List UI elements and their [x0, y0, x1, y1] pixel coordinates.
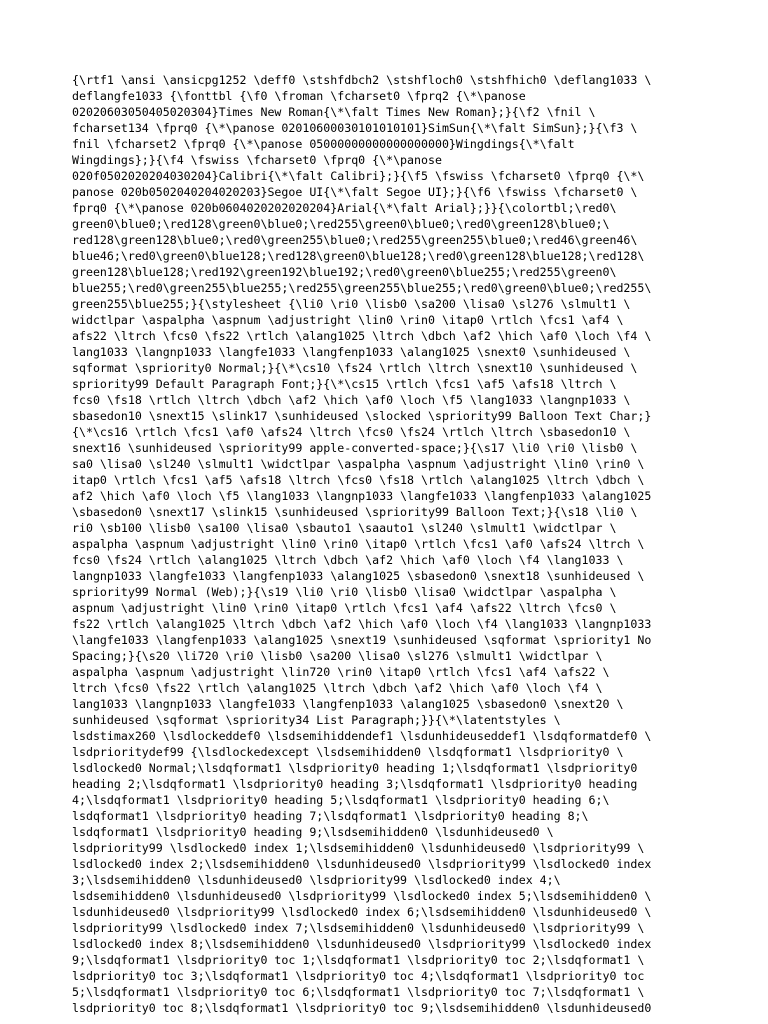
text-line: {\rtf1 \ansi \ansicpg1252 \deff0 \stshfdbch2 \stshfloch0 \stshfhich0 \deflang1033 \: [72, 73, 652, 87]
text-line: lsdlocked0 index 2;\lsdsemihidden0 \lsdunhideused0 \lsdpriority99 \lsdlocked0 index: [72, 857, 652, 871]
text-line: Spacing;}{\s20 \li720 \ri0 \lisb0 \sa200 \lisa0 \sl276 \slmult1 \widctlpar \: [72, 649, 603, 663]
text-line: sqformat \spriority0 Normal;}{\*\cs10 \fs24 \rtlch \ltrch \snext10 \sunhideused \: [72, 361, 638, 375]
text-line: panose 020b0502040204020203}Segoe UI{\*\falt Segoe UI};}{\f6 \fswiss \fcharset0 \: [72, 185, 638, 199]
text-line: langnp1033 \langfe1033 \langfenp1033 \alang1025 \sbasedon0 \snext18 \sunhideused \: [72, 569, 645, 583]
text-line: lsdpriority0 toc 8;\lsdqformat1 \lsdpriority0 toc 9;\lsdsemihidden0 \lsdunhideused0: [72, 1001, 652, 1015]
text-line: lsdsemihidden0 \lsdunhideused0 \lsdpriority99 \lsdlocked0 index 5;\lsdsemihidden0 \: [72, 889, 652, 903]
text-line: lsdpriority99 \lsdlocked0 index 1;\lsdsemihidden0 \lsdunhideused0 \lsdpriority99 \: [72, 841, 645, 855]
text-line: ltrch \fcs0 \fs22 \rtlch \alang1025 \ltrch \dbch \af2 \hich \af0 \loch \f4 \: [72, 681, 603, 695]
text-line: {\*\cs16 \rtlch \fcs1 \af0 \afs24 \ltrch \fcs0 \fs24 \rtlch \ltrch \sbasedon10 \: [72, 425, 631, 439]
text-line: lsdpriority0 toc 3;\lsdqformat1 \lsdpriority0 toc 4;\lsdqformat1 \lsdpriority0 toc: [72, 969, 645, 983]
text-line: 9;\lsdqformat1 \lsdpriority0 toc 1;\lsdqformat1 \lsdpriority0 toc 2;\lsdqformat1 \: [72, 953, 645, 967]
text-line: lsdlocked0 Normal;\lsdqformat1 \lsdpriority0 heading 1;\lsdqformat1 \lsdpriority0: [72, 761, 638, 775]
text-line: green0\blue0;\red128\green0\blue0;\red255\green0\blue0;\red0\green128\blue0;\: [72, 217, 610, 231]
text-line: lsdunhideused0 \lsdpriority99 \lsdlocked0 index 6;\lsdsemihidden0 \lsdunhideused0 \: [72, 905, 652, 919]
text-line: 020f0502020204030204}Calibri{\*\falt Calibri};}{\f5 \fswiss \fcharset0 \fprq0 {\*\: [72, 169, 645, 183]
text-line: lsdpriority99 \lsdlocked0 index 7;\lsdsemihidden0 \lsdunhideused0 \lsdpriority99 \: [72, 921, 645, 935]
text-line: 5;\lsdqformat1 \lsdpriority0 toc 6;\lsdqformat1 \lsdpriority0 toc 7;\lsdqformat1 \: [72, 985, 645, 999]
text-line: deflangfe1033 {\fonttbl {\f0 \froman \fcharset0 \fprq2 {\*\panose: [72, 89, 526, 103]
text-line: blue255;\red0\green255\blue255;\red255\green255\blue255;\red0\green0\blue0;\red255\: [72, 281, 652, 295]
text-line: fcs0 \fs24 \rtlch \alang1025 \ltrch \dbch \af2 \hich \af0 \loch \f4 \lang1033 \: [72, 553, 624, 567]
text-line: lsdstimax260 \lsdlockeddef0 \lsdsemihiddendef1 \lsdunhideuseddef1 \lsdqformatdef0 \: [72, 729, 652, 743]
text-line: lsdlocked0 index 8;\lsdsemihidden0 \lsdunhideused0 \lsdpriority99 \lsdlocked0 index: [72, 937, 652, 951]
text-line: lsdqformat1 \lsdpriority0 heading 7;\lsdqformat1 \lsdpriority0 heading 8;\: [72, 809, 589, 823]
text-line: itap0 \rtlch \fcs1 \af5 \afs18 \ltrch \fcs0 \fs18 \rtlch \alang1025 \ltrch \dbch \: [72, 473, 645, 487]
text-line: widctlpar \aspalpha \aspnum \adjustright \lin0 \rin0 \itap0 \rtlch \fcs1 \af4 \: [72, 313, 624, 327]
text-line: spriority99 Normal (Web);}{\s19 \li0 \ri0 \lisb0 \lisa0 \widctlpar \aspalpha \: [72, 585, 617, 599]
text-line: lsdprioritydef99 {\lsdlockedexcept \lsdsemihidden0 \lsdqformat1 \lsdpriority0 \: [72, 745, 624, 759]
text-line: lsdqformat1 \lsdpriority0 heading 9;\lsdsemihidden0 \lsdunhideused0 \: [72, 825, 554, 839]
text-line: lang1033 \langnp1033 \langfe1033 \langfenp1033 \alang1025 \sbasedon0 \snext20 \: [72, 697, 624, 711]
text-line: 4;\lsdqformat1 \lsdpriority0 heading 5;\lsdqformat1 \lsdpriority0 heading 6;\: [72, 793, 610, 807]
text-line: heading 2;\lsdqformat1 \lsdpriority0 heading 3;\lsdqformat1 \lsdpriority0 heading: [72, 777, 638, 791]
text-line: aspalpha \aspnum \adjustright \lin0 \rin0 \itap0 \rtlch \fcs1 \af0 \afs24 \ltrch \: [72, 537, 645, 551]
text-line: aspnum \adjustright \lin0 \rin0 \itap0 \rtlch \fcs1 \af4 \afs22 \ltrch \fcs0 \: [72, 601, 617, 615]
text-line: fnil \fcharset2 \fprq0 {\*\panose 05000000000000000000}Wingdings{\*\falt: [72, 137, 575, 151]
text-line: 3;\lsdsemihidden0 \lsdunhideused0 \lsdpriority99 \lsdlocked0 index 4;\: [72, 873, 561, 887]
text-line: sunhideused \sqformat \spriority34 List Paragraph;}}{\*\latentstyles \: [72, 713, 561, 727]
text-line: \sbasedon0 \snext17 \slink15 \sunhideused \spriority99 Balloon Text;}{\s18 \li0 \: [72, 505, 638, 519]
text-line: green255\blue255;}{\stylesheet {\li0 \ri0 \lisb0 \sa200 \lisa0 \sl276 \slmult1 \: [72, 297, 631, 311]
text-line: red128\green128\blue0;\red0\green255\blue0;\red255\green255\blue0;\red46\green46\: [72, 233, 638, 247]
text-line: lang1033 \langnp1033 \langfe1033 \langfenp1033 \alang1025 \snext0 \sunhideused \: [72, 345, 631, 359]
text-line: aspalpha \aspnum \adjustright \lin720 \rin0 \itap0 \rtlch \fcs1 \af4 \afs22 \: [72, 665, 610, 679]
text-line: sbasedon10 \snext15 \slink17 \sunhideused \slocked \spriority99 Balloon Text Char;}: [72, 409, 652, 423]
text-line: spriority99 Default Paragraph Font;}{\*\cs15 \rtlch \fcs1 \af5 \afs18 \ltrch \: [72, 377, 617, 391]
text-line: fcs0 \fs18 \rtlch \ltrch \dbch \af2 \hich \af0 \loch \f5 \lang1033 \langnp1033 \: [72, 393, 631, 407]
text-line: Wingdings};}{\f4 \fswiss \fcharset0 \fprq0 {\*\panose: [72, 153, 442, 167]
text-line: 02020603050405020304}Times New Roman{\*\falt Times New Roman};}{\f2 \fnil \: [72, 105, 596, 119]
text-line: sa0 \lisa0 \sl240 \slmult1 \widctlpar \aspalpha \aspnum \adjustright \lin0 \rin0 \: [72, 457, 645, 471]
text-line: blue46;\red0\green0\blue128;\red128\green0\blue128;\red0\green128\blue128;\red128\: [72, 249, 645, 263]
rtf-source-text: [72, 72, 700, 1016]
text-line: afs22 \ltrch \fcs0 \fs22 \rtlch \alang1025 \ltrch \dbch \af2 \hich \af0 \loch \f4 \: [72, 329, 652, 343]
text-line: snext16 \sunhideused \spriority99 apple-converted-space;}{\s17 \li0 \ri0 \lisb0 \: [72, 441, 638, 455]
text-line: \langfe1033 \langfenp1033 \alang1025 \snext19 \sunhideused \sqformat \spriority1 No: [72, 633, 652, 647]
text-line: ri0 \sb100 \lisb0 \sa100 \lisa0 \sbauto1 \saauto1 \sl240 \slmult1 \widctlpar \: [72, 521, 617, 535]
text-line: fprq0 {\*\panose 020b0604020202020204}Arial{\*\falt Arial};}}{\colortbl;\red0\: [72, 201, 617, 215]
text-line: fs22 \rtlch \alang1025 \ltrch \dbch \af2 \hich \af0 \loch \f4 \lang1033 \langnp1033: [72, 617, 652, 631]
text-line: af2 \hich \af0 \loch \f5 \lang1033 \langnp1033 \langfe1033 \langfenp1033 \alang1025: [72, 489, 652, 503]
text-line: fcharset134 \fprq0 {\*\panose 02010600030101010101}SimSun{\*\falt SimSun};}{\f3 \: [72, 121, 638, 135]
text-line: green128\blue128;\red192\green192\blue192;\red0\green0\blue255;\red255\green0\: [72, 265, 617, 279]
